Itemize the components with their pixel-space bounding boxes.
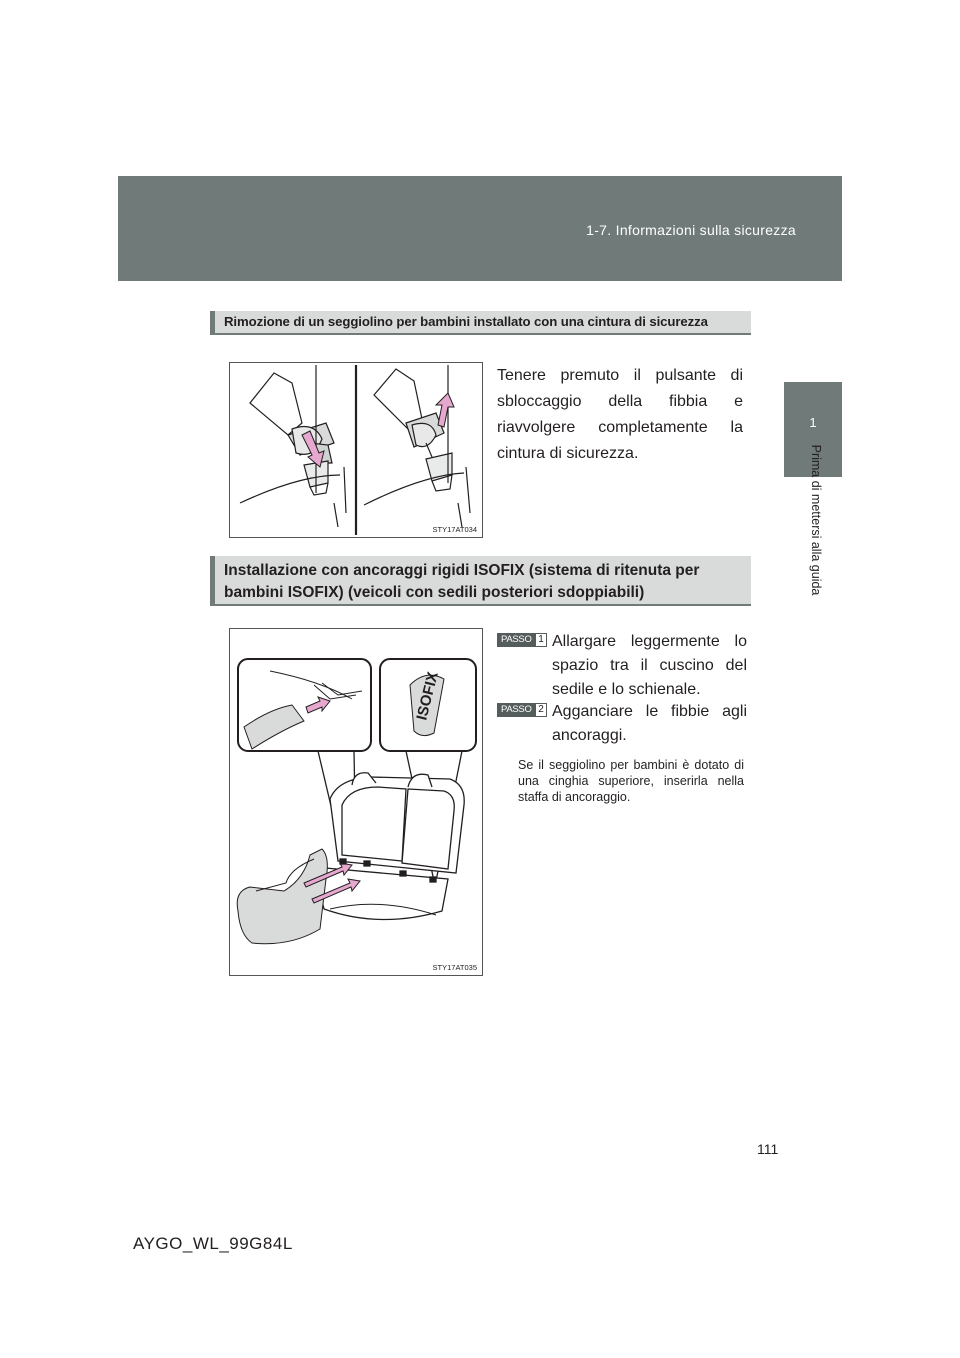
step-badge-number: 2 [535, 703, 547, 717]
page-number: 111 [757, 1141, 779, 1157]
section-heading-removal: Rimozione di un seggiolino per bambini installato con una cintura di sicurezza [210, 311, 751, 335]
chapter-number: 1 [809, 415, 817, 430]
step-badge [497, 633, 547, 647]
step-text: Agganciare le fibbie agli ancoraggi. [552, 703, 747, 744]
section-title: 1-7. Informazioni sulla sicurezza [586, 222, 796, 238]
step-badge-word: PASSO [501, 704, 532, 715]
step-text: Allargare leggermente lo spazio tra il cuscino del sedile e lo schienale. [552, 633, 747, 698]
figure-isofix-installation [229, 628, 483, 976]
figure-code: STY17AT035 [432, 963, 477, 972]
buckle-release-illustration [230, 363, 482, 537]
step-2 [497, 700, 747, 748]
header-band [118, 176, 842, 281]
top-tether-note: Se il seggiolino per bambini è dotato di una cinghia superiore, inserirla nella staffa di ancoraggio. [518, 758, 744, 804]
figure-code: STY17AT034 [432, 525, 477, 534]
isofix-tag-label: ISOFIX [413, 670, 442, 722]
isofix-illustration [230, 629, 482, 975]
step-badge-number: 1 [535, 633, 547, 647]
step-1 [497, 630, 747, 702]
step-badge-word: PASSO [501, 634, 532, 645]
chapter-label: Prima di mettersi alla guida [809, 444, 823, 596]
document-code: AYGO_WL_99G84L [133, 1234, 293, 1253]
figure-buckle-release [229, 362, 483, 538]
section-heading-isofix: Installazione con ancoraggi rigidi ISOFIX (sistema di ritenuta per bambini ISOFIX) (veicoli con sedili posteriori sdoppiabili) [210, 556, 751, 606]
removal-instruction: Tenere premuto il pulsante di sbloccaggio della fibbia e riavvolgere completamente la cintura di sicurezza. [497, 367, 743, 462]
step-badge [497, 703, 547, 717]
